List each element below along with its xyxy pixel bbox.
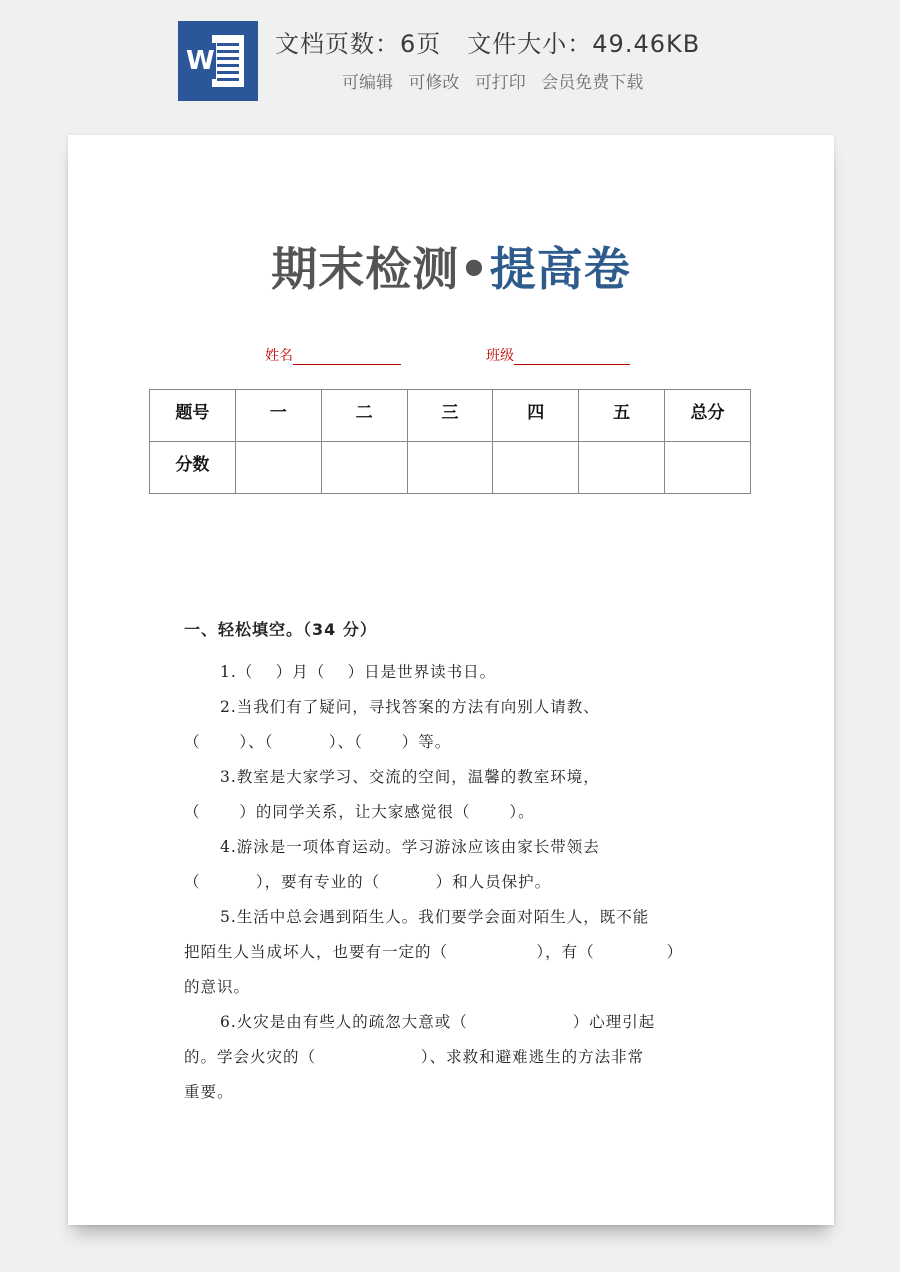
question-line: 2.当我们有了疑问，寻找答案的方法有向别人请教、 — [220, 698, 600, 716]
feature-member-download: 会员免费下载 — [541, 73, 644, 93]
name-field — [265, 345, 401, 365]
feature-editable: 可编辑 — [342, 73, 393, 93]
name-blank-line — [293, 350, 401, 365]
table-cell — [665, 442, 751, 494]
feature-list — [342, 68, 643, 93]
feature-printable: 可打印 — [474, 73, 526, 93]
table-cell: 题号 — [150, 390, 236, 442]
title-exam-level: 提高卷 — [489, 242, 631, 296]
table-cell — [493, 442, 579, 494]
table-cell — [321, 442, 407, 494]
class-field — [486, 345, 630, 365]
feature-modifiable: 可修改 — [408, 73, 460, 93]
question-line: （ ）的同学关系，让大家感觉很（ ）。 — [184, 803, 535, 821]
page-title — [68, 239, 834, 299]
section-fill-in-blanks — [184, 615, 724, 1110]
word-w-letter: W — [186, 43, 216, 79]
table-row-scores — [150, 442, 751, 494]
question-line: 6.火灾是由有些人的疏忽大意或（ ）心理引起 — [220, 1013, 656, 1031]
file-size: 文件大小：49.46KB — [467, 30, 701, 58]
question-line: 的。学会火灾的（ ）、求救和避难逃生的方法非常 — [184, 1048, 645, 1066]
table-cell: 二 — [321, 390, 407, 442]
table-cell: 一 — [235, 390, 321, 442]
section-title: 一、轻松填空。（34 分） — [184, 620, 377, 639]
file-stats — [275, 24, 700, 59]
table-cell: 总分 — [665, 390, 751, 442]
file-info-banner — [0, 0, 900, 120]
question-line: 5.生活中总会遇到陌生人。我们要学会面对陌生人，既不能 — [220, 908, 650, 926]
question-line: 1.（ ）月（ ）日是世界读书日。 — [220, 663, 497, 681]
table-cell: 三 — [407, 390, 493, 442]
question-line: （ ），要有专业的（ ）和人员保护。 — [184, 873, 552, 891]
table-cell: 四 — [493, 390, 579, 442]
class-blank-line — [514, 350, 630, 365]
document-page — [68, 135, 834, 1225]
score-table — [149, 389, 751, 494]
question-line: （ ）、（ ）、（ ）等。 — [184, 733, 452, 751]
question-line: 重要。 — [184, 1083, 234, 1101]
table-cell: 分数 — [150, 442, 236, 494]
question-line: 3.教室是大家学习、交流的空间，温馨的教室环境， — [220, 768, 600, 786]
question-line: 把陌生人当成坏人，也要有一定的（ ），有（ ） — [184, 943, 684, 961]
table-cell: 五 — [579, 390, 665, 442]
question-line: 4.游泳是一项体育运动。学习游泳应该由家长带领去 — [220, 838, 600, 856]
class-label: 班级 — [486, 348, 514, 364]
word-document-icon — [178, 21, 258, 101]
title-exam-name: 期末检测• — [271, 242, 490, 296]
table-row-question-numbers — [150, 390, 751, 442]
page-count: 文档页数：6页 — [275, 30, 442, 58]
name-label: 姓名 — [265, 348, 293, 364]
table-cell — [235, 442, 321, 494]
table-cell — [407, 442, 493, 494]
question-line: 的意识。 — [184, 978, 251, 996]
table-cell — [579, 442, 665, 494]
